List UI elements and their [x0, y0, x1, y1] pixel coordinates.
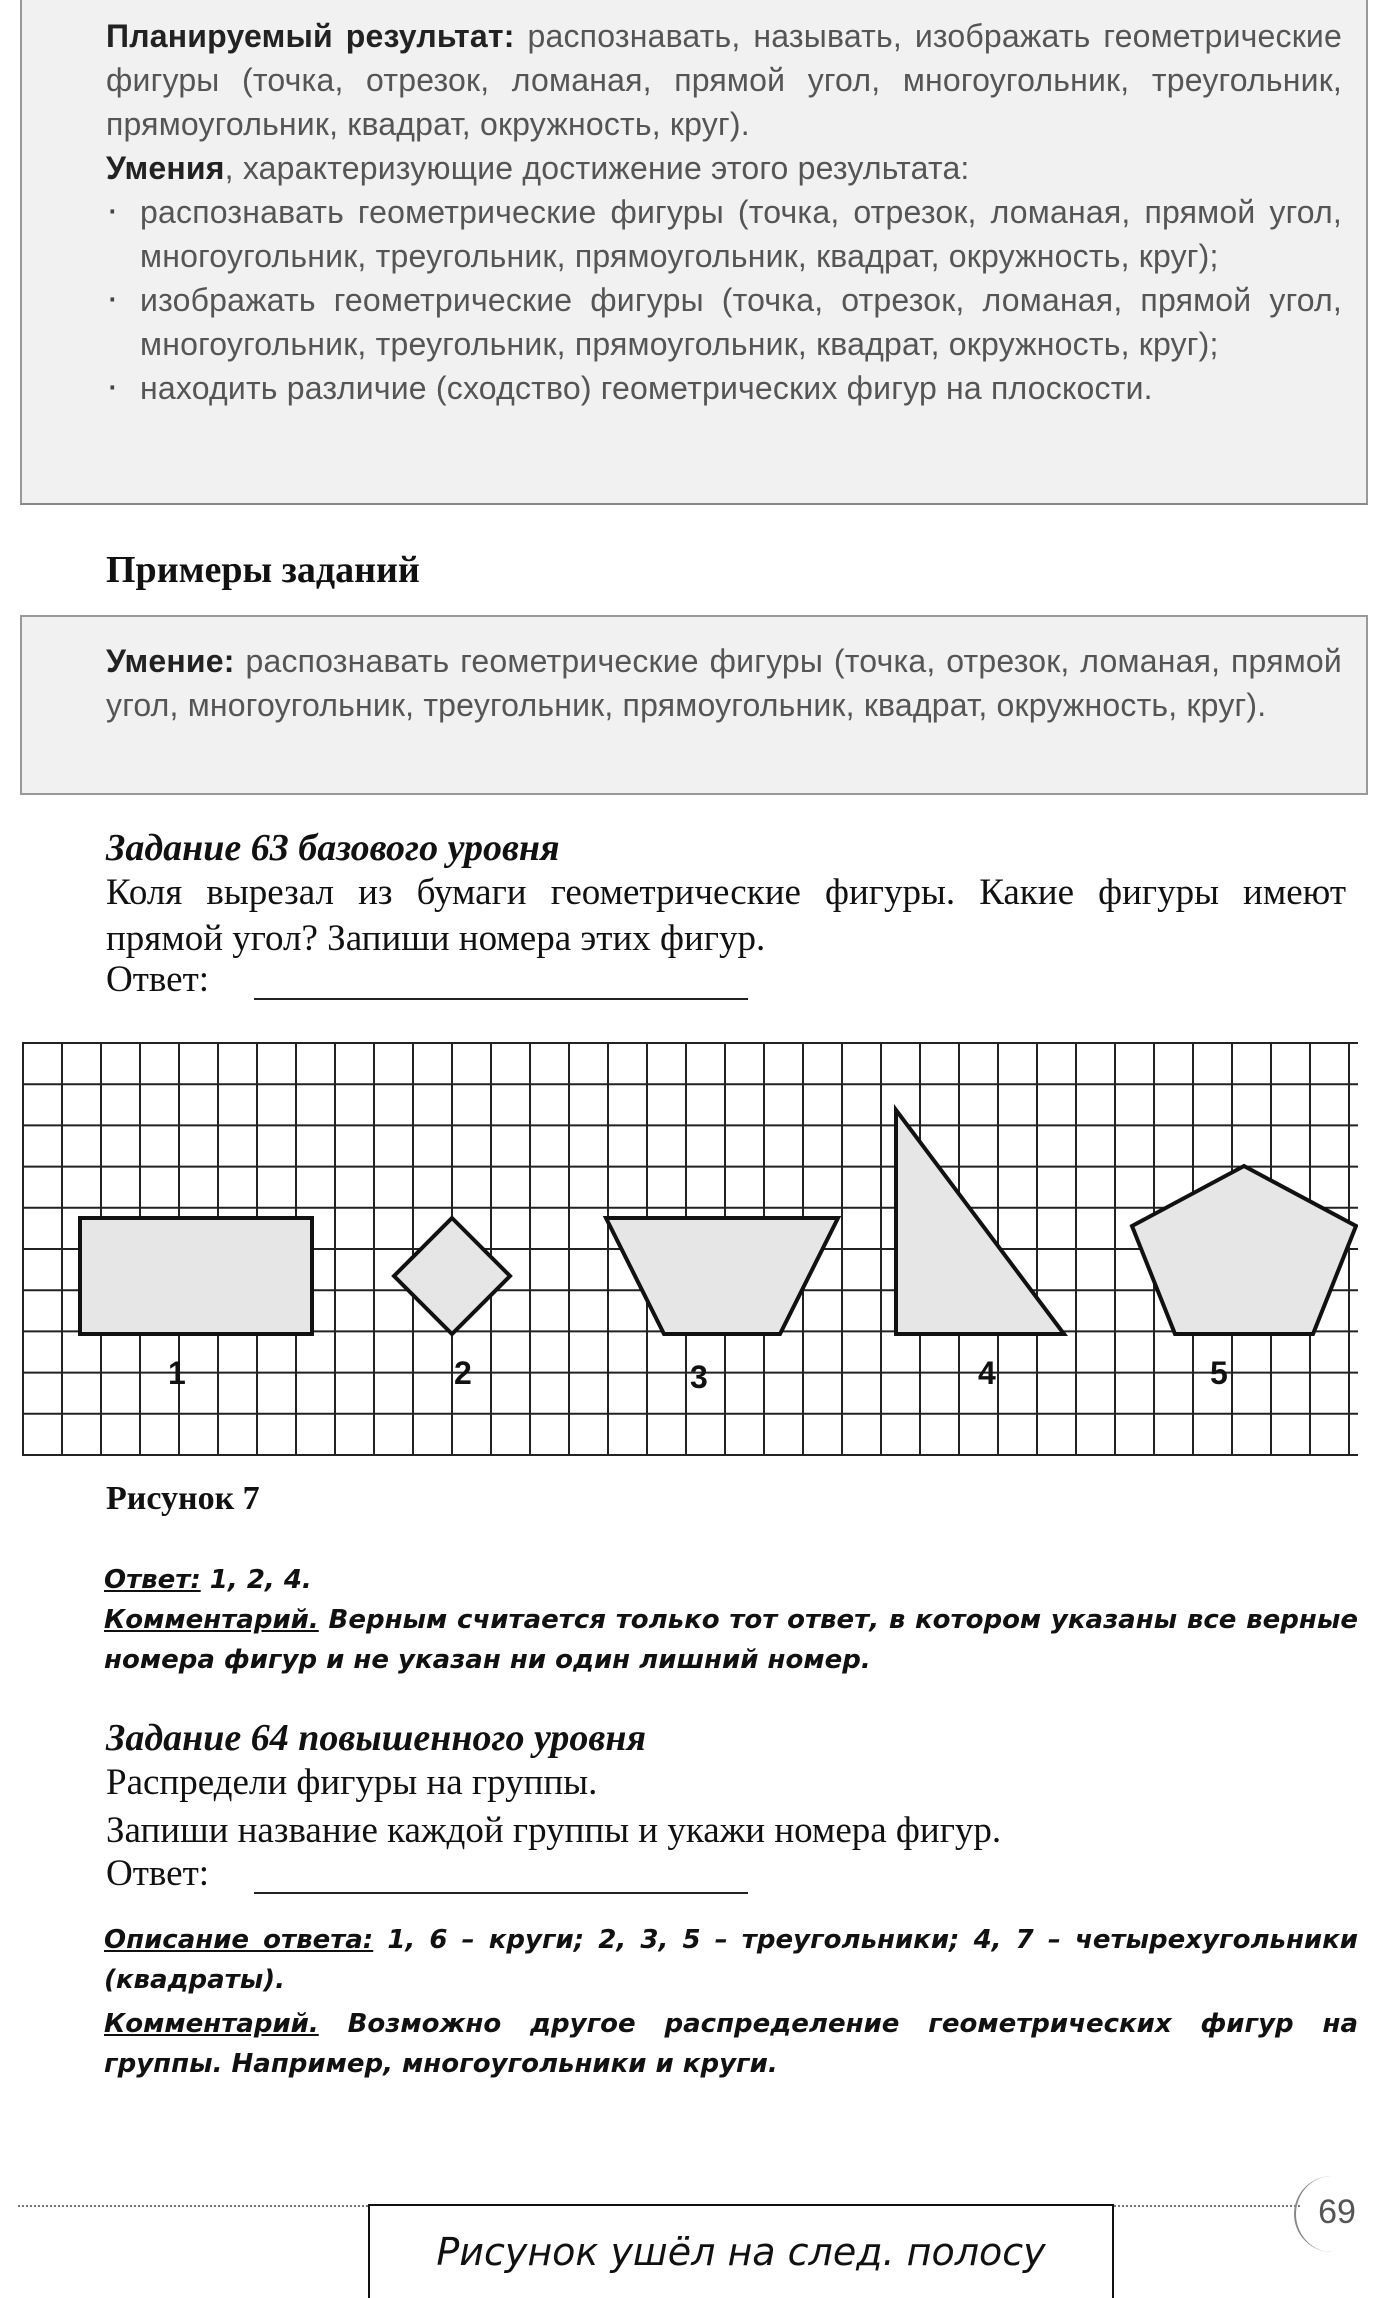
skills-paragraph: [106, 146, 1342, 190]
skill-box: [20, 615, 1368, 795]
task64-line1: Распредели фигуры на группы.: [106, 1762, 598, 1803]
skill-box-text: распознавать геометрические фигуры (точка, отрезок, ломаная, прямой угол, многоугольник, треугольник, прямоугольник, квадрат, окружность, круг).: [106, 643, 1342, 723]
shape-diamond: [394, 1218, 510, 1334]
solution63-comment-label: Комментарий.: [104, 1605, 319, 1635]
skill-box-paragraph: [106, 639, 1342, 727]
solution64-desc-text: 1, 6 – круги; 2, 3, 5 – треугольники; 4, 7 – четырехугольники (квадраты).: [104, 1925, 1358, 1995]
shape-label: 1: [168, 1355, 186, 1391]
shape-right-triangle: [896, 1110, 1064, 1334]
planned-result-paragraph: [106, 14, 1342, 146]
figure-grid: [22, 1042, 1358, 1462]
skill-bullet: · находить различие (сходство) геометрических фигур на плоскости.: [106, 366, 1342, 410]
solution64-comment-label: Комментарий.: [104, 2009, 319, 2039]
planned-result-text: распознавать, называть, изображать геометрические фигуры (точка, отрезок, ломаная, прямой угол, многоугольник, треугольник, прямоугольник, квадрат, окружность, круг).: [106, 18, 1342, 142]
editor-note: Рисунок ушёл на след. полосу: [368, 2204, 1114, 2298]
task63-answer-line[interactable]: [254, 998, 748, 1000]
skill-bullet: · распознавать геометрические фигуры (точка, отрезок, ломаная, прямой угол, многоугольник, треугольник, прямоугольник, квадрат, окружность, круг);: [106, 190, 1342, 278]
task63-heading: Задание 63 базового уровня: [106, 827, 560, 869]
solution63-answer-value: 1, 2, 4.: [209, 1565, 312, 1595]
solution64-comment-text: Возможно другое распределение геометрических фигур на группы. Например, многоугольники и круги.: [104, 2009, 1358, 2079]
figure-caption: Рисунок 7: [106, 1480, 260, 1517]
skill-bullet: · изображать геометрические фигуры (точка, отрезок, ломаная, прямой угол, многоугольник, треугольник, прямоугольник, квадрат, окружность, круг);: [106, 278, 1342, 366]
shape-label: 3: [690, 1359, 708, 1395]
task64-line2: Запиши название каждой группы и укажи номера фигур.: [106, 1810, 1002, 1851]
shapes-figure: [22, 1042, 1358, 1458]
skills-label: Умения: [106, 150, 225, 186]
planned-result-label: Планируемый результат:: [106, 18, 515, 54]
task63-text: Коля вырезал из бумаги геометрические фигуры. Какие фигуры имеют прямой угол? Запиши номера этих фигур.: [106, 872, 1346, 959]
shape-label: 5: [1210, 1355, 1228, 1391]
solution63-comment: [104, 1600, 1358, 1680]
task64-answer-line[interactable]: [254, 1892, 748, 1894]
planned-result-box: [20, 0, 1368, 505]
shape-label: 4: [978, 1355, 996, 1391]
shape-pentagon: [1132, 1166, 1356, 1334]
page-number: 69: [1302, 2172, 1372, 2252]
solution64-description: [104, 1920, 1358, 2000]
solution63-answer: [104, 1560, 1358, 1600]
shape-rectangle: [80, 1218, 312, 1334]
solution63-answer-label: Ответ:: [104, 1565, 201, 1595]
solution63-comment-text: Верным считается только тот ответ, в котором указаны все верные номера фигур и не указан ни один лишний номер.: [104, 1605, 1358, 1675]
shape-label: 2: [454, 1355, 472, 1391]
task63-answer-label: Ответ:: [106, 959, 210, 1000]
task64-heading: Задание 64 повышенного уровня: [106, 1717, 647, 1759]
solution64-comment: [104, 2004, 1358, 2084]
task64-answer-label: Ответ:: [106, 1853, 210, 1894]
examples-heading: Примеры заданий: [106, 549, 420, 591]
solution64-desc-label: Описание ответа:: [104, 1925, 374, 1955]
skills-text: , характеризующие достижение этого результата:: [224, 150, 970, 186]
skill-box-label: Умение:: [106, 643, 235, 679]
